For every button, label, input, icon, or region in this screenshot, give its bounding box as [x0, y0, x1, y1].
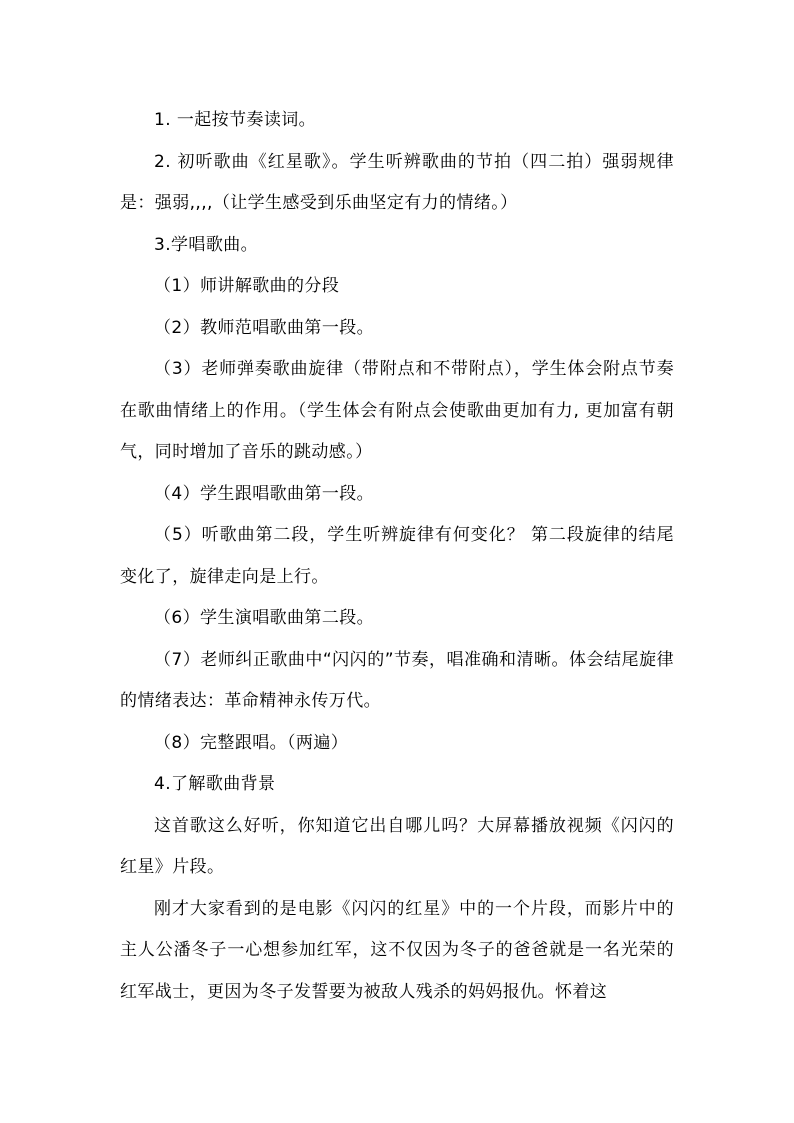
substep-8: （8）完整跟唱。（两遍） [154, 732, 349, 753]
substep-3: （3）老师弹奏歌曲旋律（带附点和不带附点），学生体会附点节奏在歌曲情绪上的作用。（学生体会有附点会使歌曲更加有力, 更加富有朝气，同时增加了音乐的跳动感。） [120, 359, 674, 462]
step-learn-song: 3.学唱歌曲。 [154, 234, 259, 255]
background-paragraph-1: 这首歌这么好听，你知道它出自哪儿吗？大屏幕播放视频《闪闪的红星》片段。 [120, 815, 674, 877]
step-first-listen: 2. 初听歌曲《红星歌》。学生听辨歌曲的节拍（四二拍）强弱规律是：强弱,,,,（让学生感受到乐曲坚定有力的情绪。） [120, 151, 674, 213]
background-paragraph-2: 刚才大家看到的是电影《闪闪的红星》中的一个片段，而影片中的主人公潘冬子一心想参加红军，这不仅因为冬子的爸爸就是一名光荣的红军战士，更因为冬子发誓要为被敌人残杀的妈妈报仇。怀着这 [120, 898, 674, 1002]
substep-2: （2）教师范唱歌曲第一段。 [154, 317, 375, 338]
document-body [120, 100, 674, 1013]
substep-7: （7）老师纠正歌曲中“闪闪的”节奏，唱准确和清晰。体会结尾旋律的情绪表达：革命精神永传万代。 [120, 649, 674, 711]
substep-1: （1）师讲解歌曲的分段 [154, 276, 340, 296]
substep-6: （6）学生演唱歌曲第二段。 [154, 608, 375, 628]
substep-5: （5）听歌曲第二段，学生听辨旋律有何变化？ 第二段旋律的结尾变化了，旋律走向是上行。 [120, 525, 674, 587]
step-song-background: 4.了解歌曲背景 [154, 774, 276, 794]
substep-4: （4）学生跟唱歌曲第一段。 [154, 483, 375, 504]
step-read-words: 1. 一起按节奏读词。 [154, 110, 317, 130]
